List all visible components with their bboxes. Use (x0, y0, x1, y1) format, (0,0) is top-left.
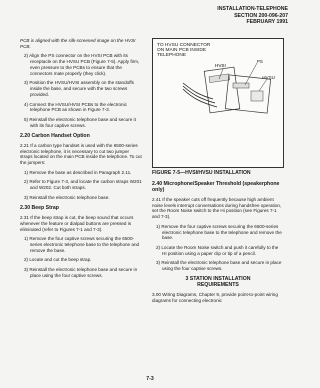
step-5: 5) Reinstall the electronic telephone base and secure it with its four captive screws. (24, 116, 136, 128)
ps-label: PS (256, 59, 263, 64)
heading-2-40: 2.40 Microphone/Speaker Threshold (speakerphone only) (152, 180, 280, 193)
hvsi-label: HVSI (215, 63, 226, 68)
header-line-3: FEBRUARY 1991 (246, 19, 288, 26)
step-3: 3) Position the HVSU/HVSI assembly on the standoffs inside the base, and secure with the two screws provided. (24, 80, 134, 97)
step-4: 4) Connect the HVSU/HVSI PCBs to the electronic telephone PCB as shown in Figure 7-3. (24, 101, 127, 113)
header-line-2: SECTION 200-096-207 (234, 12, 288, 19)
room-noise-step-3: 3) Reinstall the electronic telephone base and secure in place using the four captive screws. (156, 260, 282, 272)
figure-caption: FIGURE 7-5—HVSI/HVSU INSTALLATION (152, 170, 251, 176)
page-header (148, 6, 288, 26)
right-column (152, 38, 284, 308)
left-column (20, 38, 142, 282)
section-3-line-2: REQUIREMENTS (197, 281, 239, 288)
carbon-step-3: 3) Reinstall the electronic telephone base. (24, 194, 110, 200)
room-noise-step-2: 2) Locate the Room Noise switch and push it carefully to the HI position using a paper clip or tip of a pencil. (156, 245, 279, 256)
beep-step-3: 3) Reinstall the electronic telephone base and secure in place using the four captive screws. (24, 266, 138, 278)
intro-paragraph: PCB is aligned with the silk-screened image on the HVSI PCB. (20, 38, 136, 49)
paragraph-3-00: 3.00 Wiring Diagrams, Chapter 9, provide point-to-point wiring diagrams for connecting electronic (152, 292, 278, 303)
room-noise-step-1: 1) Remove the four captive screws securing the 6500-series electronic telephone base to the telephone and remove the base. (156, 223, 282, 241)
carbon-step-1: 1) Remove the base as described in Paragraph 2.11. (24, 169, 132, 175)
beep-step-2: 2) Locate and cut the beep strap. (24, 257, 92, 263)
step-2: 2) Align the PS connector on the HVSI PCB with its receptacle on the HVSU PCB (Figure 7-5). Apply firm, even pressure to the PCBs to ensure that the connectors mate properly (they click). (24, 53, 140, 76)
figure-callout: TO HVSU CONNECTOR ON MAIN PCB INSIDE TELEPHONE (157, 43, 211, 59)
paragraph-2-41: 2.41 If the speaker cuts off frequently because high ambient noise levels interrupt conversations during handsfree operation, set the Room Noise switch to the Hi position (see Figures 7-1 and 7-3). (152, 196, 282, 220)
section-3-line-1: 3 STATION INSTALLATION (185, 276, 251, 283)
header-line-1: INSTALLATION-TELEPHONE (217, 6, 288, 12)
hvsu-label: HVSU (262, 75, 275, 80)
paragraph-2-31: 2.31 If the beep strap is cut, the beep sound that occurs whenever the feature or dialpad buttons are pressed is eliminated (refer to Figures 7-1 and 7-3). (20, 214, 134, 232)
paragraph-2-21: 2.21 If a carbon type handset is used with the 6500-series electronic telephone, it is necessary to cut two jumper straps located on the main PCB inside the telephone. To cut the jumpers: (20, 142, 142, 166)
heading-2-30: 2.30 Beep Strap (20, 204, 59, 211)
page-number: 7-3 (146, 376, 154, 382)
heading-2-20: 2.20 Carbon Handset Option (20, 132, 90, 139)
beep-step-1: 1) Remove the four captive screws securing the 6500-series electronic telephone base to the telephone and remove the base. (24, 236, 140, 253)
section-3-heading (152, 277, 284, 289)
figure-7-5 (152, 38, 284, 168)
carbon-step-2: 2) Refer to Figure 7-3, and locate the carbon straps W201 and W202. Cut both straps. (24, 179, 142, 191)
